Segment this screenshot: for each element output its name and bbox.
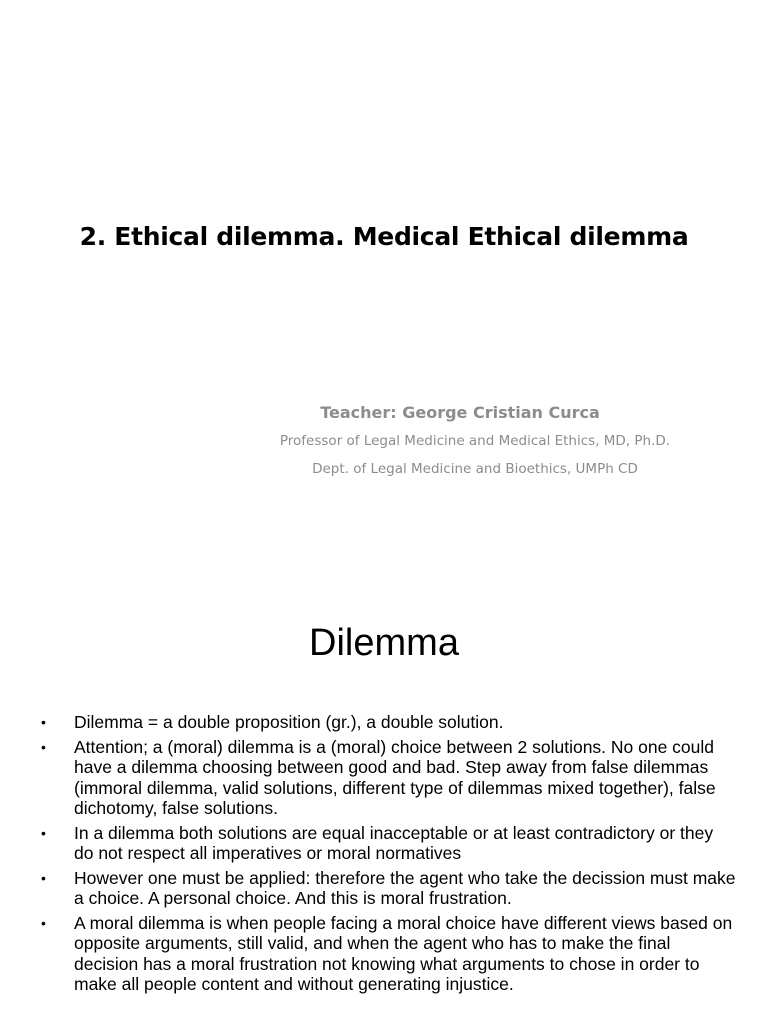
bullet-item <box>36 913 736 995</box>
dilemma-heading: Dilemma <box>309 622 459 664</box>
bullet-text: Dilemma = a double proposition (gr.), a double solution. <box>74 712 504 732</box>
bullet-icon: • <box>41 824 46 841</box>
bullet-icon: • <box>41 914 46 931</box>
teacher-department: Dept. of Legal Medicine and Bioethics, UMPh CD <box>312 461 638 477</box>
bullet-text: A moral dilemma is when people facing a moral choice have different views based on opposite arguments, still valid, and when the agent who has to make the final decision has a moral frustration not knowing what arguments to chose in order to make all people content and without generating injustice. <box>74 912 733 994</box>
teacher-name: Teacher: George Cristian Curca <box>320 403 600 422</box>
bullet-icon: • <box>41 738 46 755</box>
slide-title-heading: 2. Ethical dilemma. Medical Ethical dilemma <box>79 222 689 251</box>
bullet-item <box>36 868 736 909</box>
bullet-icon: • <box>41 714 46 730</box>
slide-dilemma <box>0 576 768 1024</box>
bullet-item <box>36 823 736 864</box>
teacher-position: Professor of Legal Medicine and Medical Ethics, MD, Ph.D. <box>279 433 671 449</box>
bullet-list <box>36 712 736 999</box>
bullet-text: In a dilemma both solutions are equal inacceptable or at least contradictory or they do not respect all imperatives or moral normatives <box>74 822 714 863</box>
bullet-text: However one must be applied: therefore the agent who take the decission must make a choice. A personal choice. And this is moral frustration. <box>74 867 736 908</box>
bullet-item <box>36 712 736 733</box>
bullet-text: Attention; a (moral) dilemma is a (moral) choice between 2 solutions. No one could have a dilemma choosing between good and bad. Step away from false dilemmas (immoral dilemma, valid solutions, different type of dilemmas mixed together), false dichotomy, false solutions. <box>74 736 716 818</box>
bullet-icon: • <box>41 869 46 886</box>
bullet-item <box>36 737 736 819</box>
